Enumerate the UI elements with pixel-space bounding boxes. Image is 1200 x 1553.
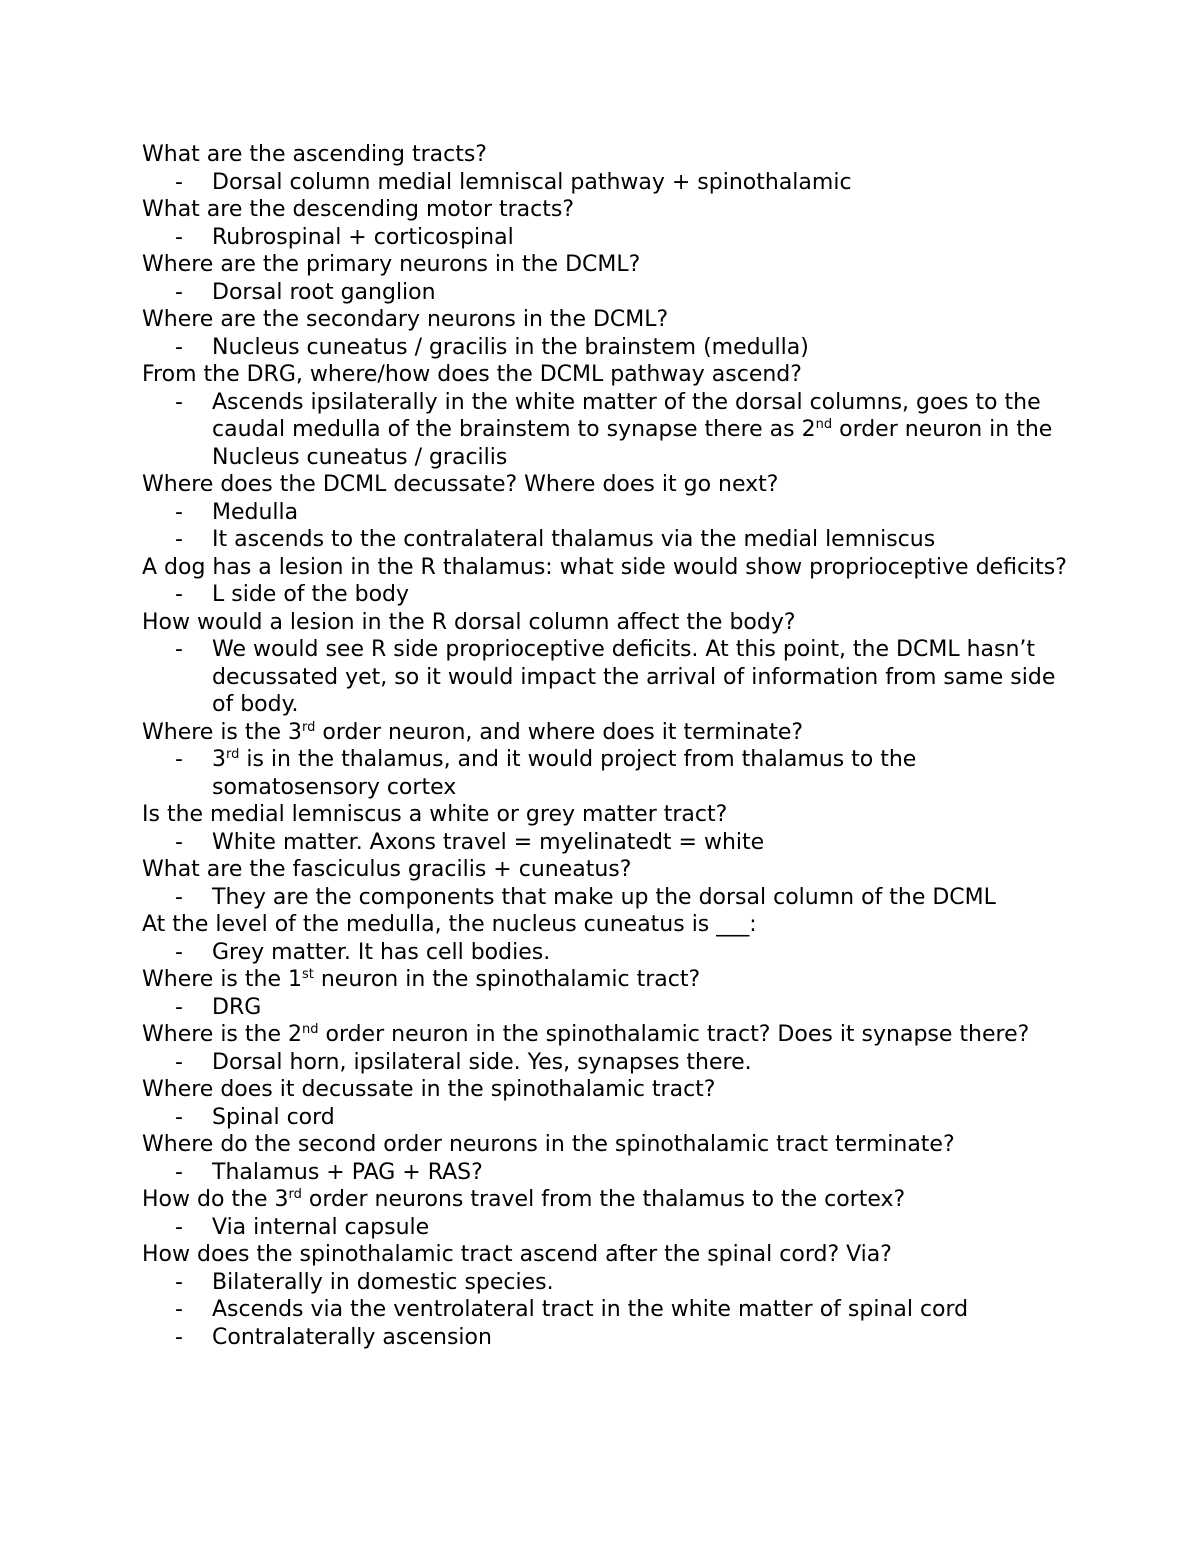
question: At the level of the medulla, the nucleus cuneatus is ___: bbox=[142, 912, 757, 937]
answer-text: It ascends to the contralateral thalamus via the medial lemniscus bbox=[212, 527, 936, 552]
bullet-dash: - bbox=[175, 1049, 183, 1075]
question: Is the medial lemniscus a white or grey matter tract? bbox=[142, 802, 728, 827]
qa-list bbox=[142, 141, 1072, 1351]
answer-text: Spinal cord bbox=[212, 1104, 335, 1130]
answer-bullet bbox=[142, 636, 1072, 719]
answer-text: Nucleus cuneatus / gracilis in the brainstem (medulla) bbox=[212, 334, 809, 360]
bullet-dash: - bbox=[175, 389, 183, 415]
bullet-dash: - bbox=[175, 169, 183, 195]
answer-text: Dorsal horn, ipsilateral side. Yes, synapses there. bbox=[212, 1049, 752, 1075]
question: How does the spinothalamic tract ascend after the spinal cord? Via? bbox=[142, 1242, 892, 1267]
ordinal-superscript: rd bbox=[301, 719, 316, 735]
answer-text: Thalamus + PAG + RAS? bbox=[212, 1159, 483, 1185]
bullet-dash: - bbox=[175, 1214, 183, 1240]
bullet-dash: - bbox=[175, 224, 183, 250]
ordinal-superscript: nd bbox=[815, 417, 833, 432]
bullet-dash: - bbox=[175, 1104, 183, 1130]
bullet-dash: - bbox=[175, 637, 183, 662]
answer-bullet bbox=[142, 829, 1072, 857]
question: How do the 3rd order neurons travel from the thalamus to the cortex? bbox=[142, 1187, 906, 1212]
bullet-dash: - bbox=[175, 829, 183, 855]
question: Where is the 1st neuron in the spinothalamic tract? bbox=[142, 967, 701, 992]
bullet-dash: - bbox=[175, 747, 183, 772]
question: Where is the 2nd order neuron in the spinothalamic tract? Does it synapse there? bbox=[142, 1022, 1030, 1047]
question: Where do the second order neurons in the spinothalamic tract terminate? bbox=[142, 1132, 955, 1157]
bullet-dash: - bbox=[175, 527, 183, 552]
bullet-dash: - bbox=[175, 334, 183, 360]
bullet-dash: - bbox=[175, 279, 183, 305]
answer-bullet bbox=[142, 1104, 1072, 1132]
answer-bullet bbox=[142, 334, 1072, 362]
answer-bullet bbox=[142, 1269, 1072, 1297]
answer-bullet bbox=[142, 746, 1072, 801]
ordinal-superscript: rd bbox=[288, 1187, 302, 1202]
ordinal-superscript: nd bbox=[301, 1022, 319, 1037]
answer-bullet bbox=[142, 1159, 1072, 1187]
question: Where is the 3rd order neuron, and where does it terminate? bbox=[142, 719, 804, 745]
answer-text: They are the components that make up the dorsal column of the DCML bbox=[212, 884, 996, 910]
answer-bullet bbox=[142, 169, 1072, 197]
answer-bullet bbox=[142, 499, 1072, 527]
answer-bullet bbox=[142, 1296, 1072, 1324]
bullet-dash: - bbox=[175, 1269, 183, 1295]
question: A dog has a lesion in the R thalamus: what side would show proprioceptive deficits? bbox=[142, 554, 1067, 580]
question: Where does it decussate in the spinothalamic tract? bbox=[142, 1077, 716, 1102]
answer-text: Ascends ipsilaterally in the white matter of the dorsal columns, goes to the caudal medulla of the brainstem to synapse there as 2nd order neuron in the Nucleus cuneatus / gracilis bbox=[212, 389, 1053, 470]
answer-bullet bbox=[142, 279, 1072, 307]
answer-text: Medulla bbox=[212, 499, 299, 525]
answer-bullet bbox=[142, 1324, 1072, 1352]
bullet-dash: - bbox=[175, 499, 183, 525]
bullet-dash: - bbox=[175, 994, 183, 1020]
answer-bullet bbox=[142, 224, 1072, 252]
answer-text: Dorsal column medial lemniscal pathway + spinothalamic bbox=[212, 169, 852, 195]
question: Where does the DCML decussate? Where does it go next? bbox=[142, 472, 779, 497]
answer-bullet bbox=[142, 939, 1072, 967]
answer-bullet bbox=[142, 526, 1072, 554]
answer-text: Contralaterally ascension bbox=[212, 1324, 492, 1350]
question: What are the fasciculus gracilis + cuneatus? bbox=[142, 857, 632, 882]
answer-bullet bbox=[142, 994, 1072, 1022]
answer-text: We would see R side proprioceptive deficits. At this point, the DCML hasn’t decussated yet, so it would impact the arrival of information from same side of body. bbox=[212, 637, 1056, 717]
ordinal-superscript: rd bbox=[226, 747, 240, 762]
question: Where are the secondary neurons in the DCML? bbox=[142, 307, 669, 332]
bullet-dash: - bbox=[175, 884, 183, 910]
bullet-dash: - bbox=[175, 939, 183, 965]
answer-bullet bbox=[142, 581, 1072, 609]
answer-bullet bbox=[142, 1049, 1072, 1077]
answer-bullet bbox=[142, 389, 1072, 472]
question: What are the ascending tracts? bbox=[142, 142, 487, 167]
question: Where are the primary neurons in the DCML? bbox=[142, 252, 641, 277]
question: What are the descending motor tracts? bbox=[142, 197, 575, 222]
answer-bullet bbox=[142, 1214, 1072, 1242]
answer-bullet bbox=[142, 884, 1072, 912]
bullet-dash: - bbox=[175, 1324, 183, 1350]
answer-text: Ascends via the ventrolateral tract in the white matter of spinal cord bbox=[212, 1297, 969, 1322]
answer-text: L side of the body bbox=[212, 582, 410, 607]
bullet-dash: - bbox=[175, 1159, 183, 1185]
bullet-dash: - bbox=[175, 582, 183, 607]
answer-text: Rubrospinal + corticospinal bbox=[212, 224, 514, 250]
answer-text: Grey matter. It has cell bodies. bbox=[212, 939, 551, 965]
answer-text: Bilaterally in domestic species. bbox=[212, 1269, 554, 1295]
answer-text: White matter. Axons travel = myelinatedt = white bbox=[212, 829, 765, 855]
bullet-dash: - bbox=[175, 1297, 183, 1322]
answer-text: 3rd is in the thalamus, and it would project from thalamus to the somatosensory cortex bbox=[212, 747, 917, 800]
question: From the DRG, where/how does the DCML pathway ascend? bbox=[142, 362, 802, 387]
ordinal-superscript: st bbox=[301, 967, 314, 982]
answer-text: DRG bbox=[212, 994, 262, 1020]
question: How would a lesion in the R dorsal column affect the body? bbox=[142, 609, 796, 635]
answer-text: Dorsal root ganglion bbox=[212, 279, 436, 305]
answer-text: Via internal capsule bbox=[212, 1214, 430, 1240]
